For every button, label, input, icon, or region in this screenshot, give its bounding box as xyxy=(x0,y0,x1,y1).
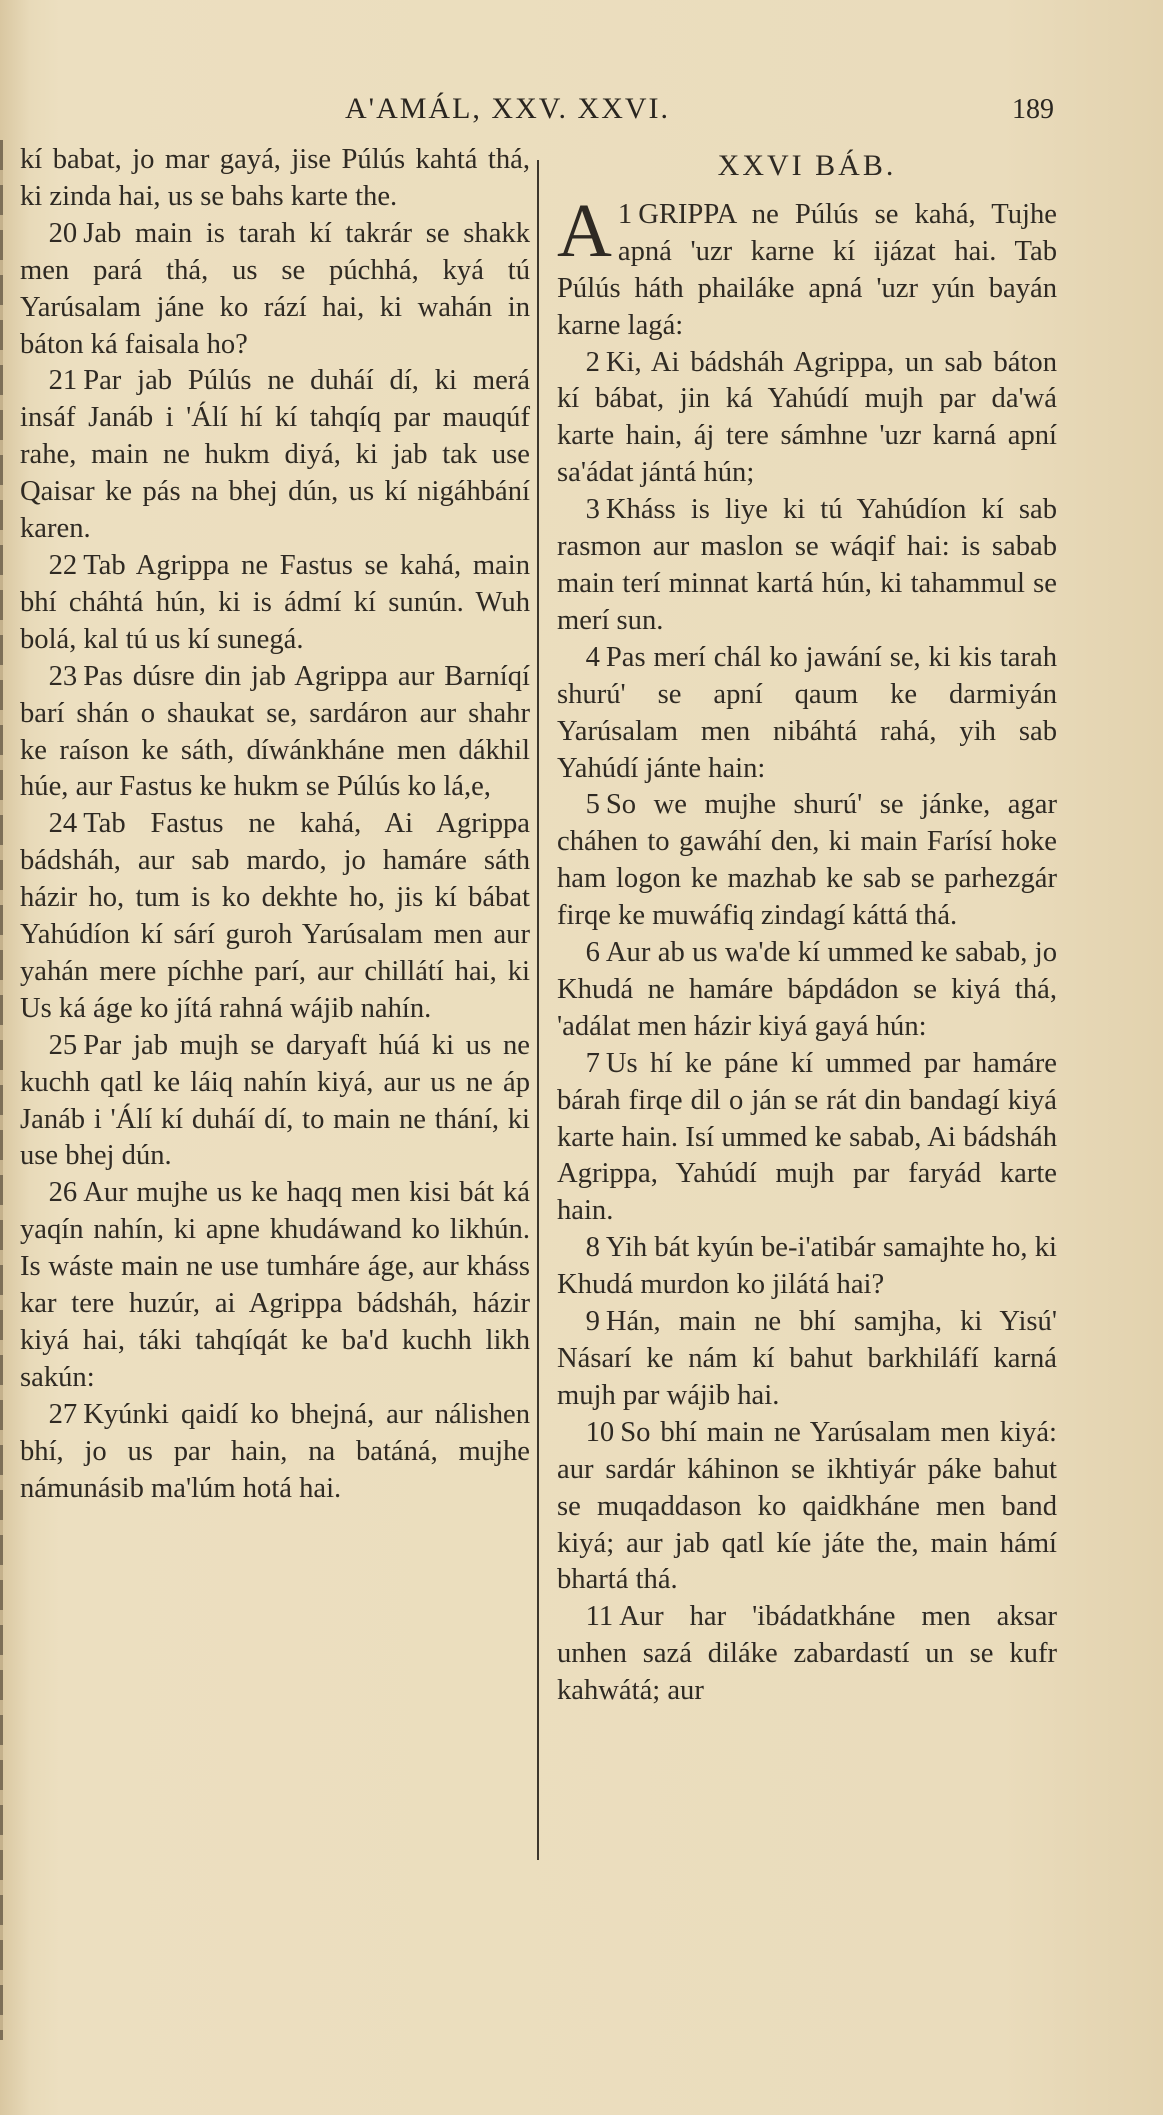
verse-11 xyxy=(557,1599,1057,1710)
right-column xyxy=(557,142,1057,1710)
verse-7 xyxy=(557,1046,1057,1231)
verse-text: Aur har 'ibádatkháne men aksar unhen sazá diláke zabardastí un se kufr kahwátá; aur xyxy=(557,1601,1057,1707)
verse-number: 23 xyxy=(48,660,78,692)
verse-text: Us hí ke páne kí ummed par hamáre bárah firqe dil o ján se rát din bandagí kiyá karte hain. Isí ummed ke sabab, Ai bádsháh Agrippa, Yahúdí mujh par faryád karte hain. xyxy=(557,1047,1057,1227)
verse-number: 5 xyxy=(585,789,600,821)
verse-number: 27 xyxy=(48,1398,78,1430)
verse-text: Pas merí chál ko jawání se, ki kis tarah shurú' se apní qaum ke darmiyán Yarúsalam men nibáhtá rahá, yih sab Yahúdí jánte hain: xyxy=(557,641,1057,784)
verse-text: Kháss is liye ki tú Yahúdíon kí sab rasmon aur maslon se wáqif hai: is sabab main terí minnat kartá hún, ki tahammul se merí sun. xyxy=(557,494,1057,636)
verse-number: 8 xyxy=(585,1232,600,1264)
verse-text: Aur ab us wa'de kí ummed ke sabab, jo Khudá ne hamáre bápdádon se kiyá thá, 'adálat men házir kiyá gayá hún: xyxy=(557,937,1057,1042)
verse-text: Par jab mujh se daryaft húá ki us ne kuchh qatl ke láiq nahín kiyá, aur us ne áp Janáb i 'Álí kí duháí dí, to main ne thání, ki use bhej dún. xyxy=(20,1029,530,1172)
verse-number: 3 xyxy=(585,494,600,526)
verse-number: 22 xyxy=(48,549,78,581)
verse-number: 25 xyxy=(48,1029,78,1061)
verse-10 xyxy=(557,1415,1057,1600)
verse-22 xyxy=(20,548,530,659)
verse-number: 11 xyxy=(585,1601,614,1633)
verse-24 xyxy=(20,806,530,1027)
verse-text: Tab Agrippa ne Fastus se kahá, main bhí cháhtá hún, ki is ádmí kí sunún. Wuh bolá, kal tú us kí sunegá. xyxy=(20,549,530,655)
page-number: 189 xyxy=(1012,94,1054,125)
verse-text: So we mujhe shurú' se jánke, agar cháhen to gawáhí den, ki main Farísí hoke ham logon ke mazhab ke sab se parhezgár firqe ke muwáfiq zindagí káttá thá. xyxy=(557,789,1057,932)
verse-20 xyxy=(20,216,530,364)
verse-number: 10 xyxy=(585,1416,615,1448)
verse-text: Yih bát kyún be-i'atibár samajhte ho, ki Khudá murdon ko jilátá hai? xyxy=(557,1232,1057,1301)
verse-text: Hán, main ne bhí samjha, ki Yisú' Násarí ke nám kí bahut barkhiláfí karná mujh par wájib hai. xyxy=(557,1306,1057,1411)
verse-text: kí babat, jo mar gayá, jise Púlús kahtá thá, ki zinda hai, us se bahs karte the. xyxy=(20,144,530,212)
verse-5 xyxy=(557,787,1057,935)
verse-text: Aur mujhe us ke haqq men kisi bát ká yaqín nahín, ki apne khudáwand ko likhún. Is wáste main ne use tumháre áge, aur kháss kar tere huzúr, ai Agrippa bádsháh, házir kiyá hai, táki tahqíqát ke ba'd kuchh likh sakún: xyxy=(20,1177,530,1393)
drop-cap: A xyxy=(557,188,612,273)
verse-4 xyxy=(557,640,1057,788)
verse-1 xyxy=(557,188,1057,345)
verse-23 xyxy=(20,659,530,807)
verse-text: GRIPPA ne Púlús se kahá, Tujhe apná 'uzr karne kí ijázat hai. Tab Púlús háth phailáke apná 'uzr yún bayán karne lagá: xyxy=(557,198,1057,341)
verse-number: 7 xyxy=(585,1047,600,1079)
verse-text: Ki, Ai bádsháh Agrippa, un sab báton kí bábat, jin ká Yahúdí mujh par da'wá karte hain, áj tere sámhne 'uzr karná apní sa'ádat jántá hún; xyxy=(557,346,1057,489)
verse-25 xyxy=(20,1028,530,1176)
verse-number: 6 xyxy=(585,937,600,969)
verse-26 xyxy=(20,1175,530,1396)
running-head xyxy=(0,92,1163,132)
page-edge xyxy=(0,140,3,2040)
verse-number: 9 xyxy=(585,1306,600,1338)
verse-6 xyxy=(557,935,1057,1046)
verse-text: So bhí main ne Yarúsalam men kiyá: aur sardár káhinon se ikhtiyár páke bahut se muqaddason ko qaidkháne men band kiyá; aur jab qatl kíe játe the, main hámí bhartá thá. xyxy=(557,1416,1057,1596)
verse-2 xyxy=(557,345,1057,493)
verse-text: Par jab Púlús ne duháí dí, ki merá insáf Janáb i 'Álí hí kí tahqíq par mauqúf rahe, main ne hukm diyá, ki jab tak use Qaisar ke pás na bhej dún, us kí nigáhbání karen. xyxy=(20,365,530,545)
verse-27 xyxy=(20,1397,530,1508)
verse-continuation xyxy=(20,142,530,216)
verse-3 xyxy=(557,492,1057,640)
verse-text: Tab Fastus ne kahá, Ai Agrippa bádsháh, aur sab mardo, jo hamáre sáth házir ho, tum is ko dekhte ho, jis kí bábat Yahúdíon kí sárí guroh Yarúsalam men aur yahán mere píchhe parí, aur chillátí hai, ki Us ká áge ko jítá rahná wájib nahín. xyxy=(20,808,530,1024)
verse-number: 21 xyxy=(48,365,78,397)
verse-text: Jab main is tarah kí takrár se shakk men pará thá, us se púchhá, kyá tú Yarúsalam jáne ko rází hai, ki wahán in báton ká faisala ho? xyxy=(20,217,530,360)
verse-number: 1 xyxy=(617,198,633,230)
running-head-title: A'AMÁL, XXV. XXVI. xyxy=(345,92,671,125)
verse-21 xyxy=(20,363,530,548)
left-column xyxy=(20,142,530,1508)
verse-number: 26 xyxy=(48,1177,78,1209)
verse-number: 4 xyxy=(585,641,600,673)
column-divider xyxy=(537,160,539,1860)
chapter-title: XXVI BÁB. xyxy=(717,149,897,182)
verse-number: 24 xyxy=(48,808,78,840)
verse-9 xyxy=(557,1304,1057,1415)
verse-number: 20 xyxy=(48,217,78,249)
verse-8 xyxy=(557,1230,1057,1304)
verse-number: 2 xyxy=(585,346,600,378)
verse-text: Pas dúsre din jab Agrippa aur Barníqí barí shán o shaukat se, sardáron aur shahr ke raíson ke sáth, díwánkháne men dákhil húe, aur Fastus ke hukm se Púlús ko lá,e, xyxy=(20,660,530,803)
verse-text: Kyúnki qaidí ko bhejná, aur nálishen bhí, jo us par hain, na batáná, mujhe námunásib ma'lúm hotá hai. xyxy=(20,1398,530,1504)
